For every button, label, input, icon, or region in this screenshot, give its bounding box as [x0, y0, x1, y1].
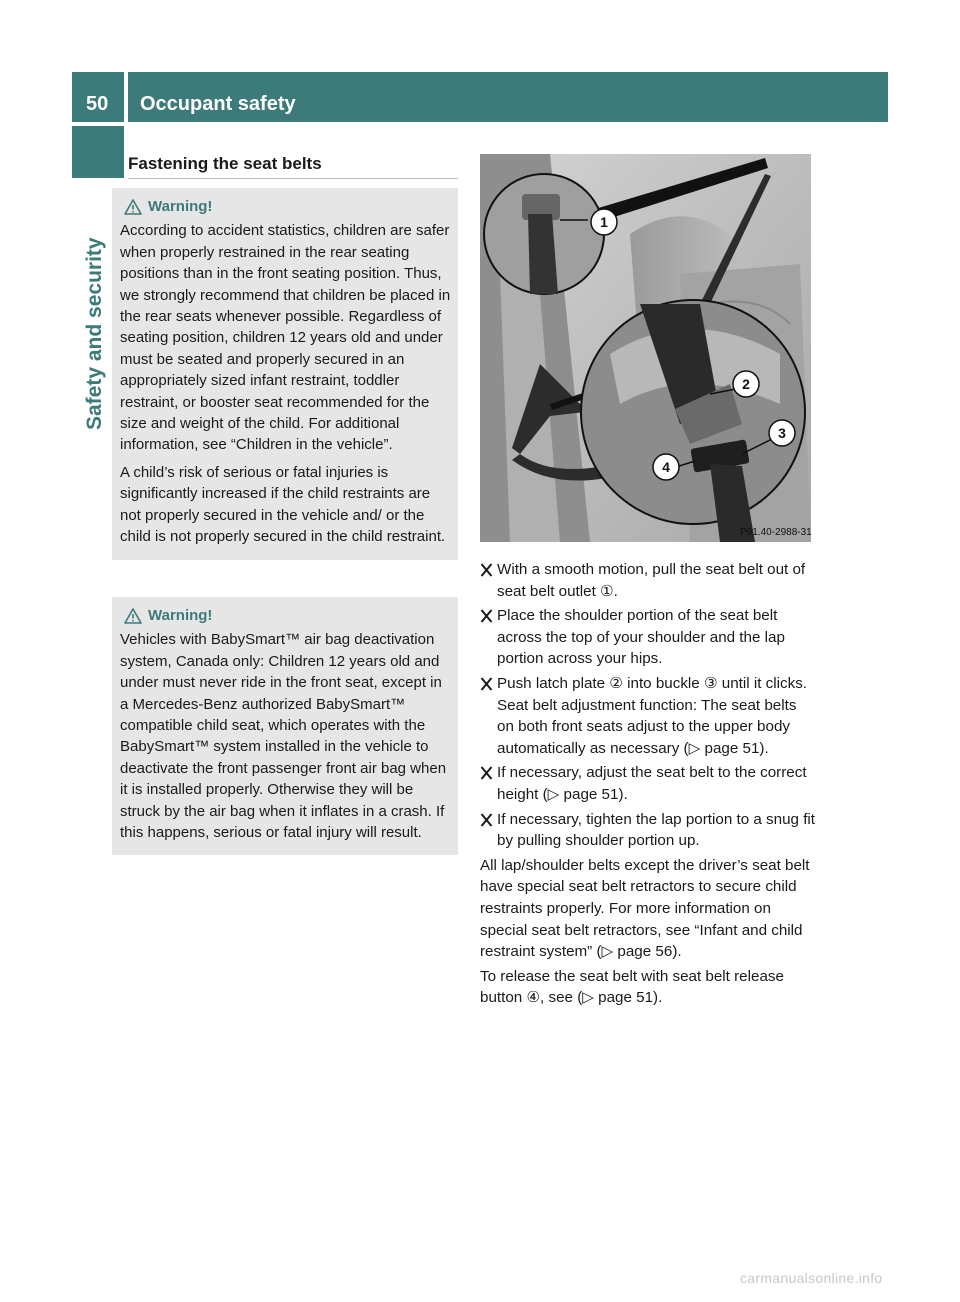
- body-paragraph: All lap/shoulder belts except the driver’s seat belt have special seat belt retractors to secure child restraints properly. For more information on special seat belt retractors, see “Infant and child restraint system” (▷ page 56).: [480, 856, 810, 961]
- seat-belt-photo: [480, 154, 811, 542]
- warning-text: According to accident statistics, children are safer when properly restrained in the rear seating positions than in the front seating position. Thus, we strongly recommend that children be placed in the rear seats whenever possible. Regardless of seating position, children 12 years old and under must be seated and properly secured in an appropriately sized infant restraint, toddler restraint, or booster seat recommended for the size and weight of the child. For additional information, see “Children in the vehicle”.: [120, 222, 451, 454]
- step-arrow-icon: [480, 609, 493, 623]
- warning-title: Warning!: [148, 198, 213, 215]
- svg-text:2: 2: [742, 376, 750, 392]
- warning-box: [112, 188, 458, 560]
- warning-title: Warning!: [148, 607, 213, 624]
- seat-belt-illustration: [480, 154, 811, 542]
- instruction-step: [480, 605, 816, 670]
- step-arrow-icon: [480, 563, 493, 577]
- page-number: 50: [86, 93, 109, 115]
- step-arrow-icon: [480, 766, 493, 780]
- warning-triangle-icon: [124, 608, 142, 624]
- callout-3: [769, 420, 795, 446]
- side-section-label: Safety and security: [83, 237, 106, 430]
- svg-text:3: 3: [778, 425, 786, 441]
- svg-text:1: 1: [600, 214, 608, 230]
- side-tab: [72, 126, 124, 178]
- step-text: If necessary, tighten the lap portion to a snug fit by pulling shoulder portion up.: [497, 810, 816, 850]
- instructions: [480, 559, 816, 1012]
- step-arrow-icon: [480, 813, 493, 827]
- section-title: Fastening the seat belts: [128, 152, 458, 179]
- warning-text: Vehicles with BabySmart™ air bag deactivation system, Canada only: Children 12 years old and under must never ride in the front seat, except in a Mercedes-Benz authorized BabySmart™ compatible child seat, which operates with the BabySmart™ system installed in the vehicle to deactivate the front passenger front air bag when it is installed properly. Otherwise they will be struck by the air bag when it inflates in a crash. If this happens, serious or fatal injury will result.: [120, 631, 447, 842]
- instruction-step: [480, 762, 816, 805]
- step-arrow-icon: [480, 677, 493, 691]
- warning-triangle-icon: [124, 199, 142, 215]
- step-text: Seat belt adjustment function: The seat belts on both front seats adjust to the upper body automatically as necessary (▷ page 51).: [497, 696, 797, 757]
- callout-4: [653, 454, 679, 480]
- svg-text:4: 4: [662, 459, 670, 475]
- chapter-title: Occupant safety: [140, 93, 296, 115]
- instruction-step: [480, 673, 816, 759]
- step-text: Push latch plate ② into buckle ③ until it clicks.: [497, 674, 808, 692]
- callout-1: [591, 209, 617, 235]
- callout-2: [733, 371, 759, 397]
- step-text: Place the shoulder portion of the seat belt across the top of your shoulder and the lap portion across your hips.: [497, 607, 785, 668]
- step-text: With a smooth motion, pull the seat belt out of seat belt outlet ①.: [497, 561, 806, 600]
- body-paragraph: To release the seat belt with seat belt release button ④, see (▷ page 51).: [480, 967, 784, 1007]
- instruction-step: [480, 809, 816, 852]
- instruction-step: [480, 559, 816, 602]
- step-text: If necessary, adjust the seat belt to the correct height (▷ page 51).: [497, 764, 807, 803]
- warning-text: A child’s risk of serious or fatal injuries is significantly increased if the child restraints are not properly secured in the vehicle and/ or the child is not properly secured in the child restraint.: [120, 463, 446, 546]
- figure-caption: P91.40-2988-31: [740, 527, 812, 538]
- watermark: carmanualsonline.info: [740, 1270, 883, 1286]
- warning-box: [112, 597, 458, 855]
